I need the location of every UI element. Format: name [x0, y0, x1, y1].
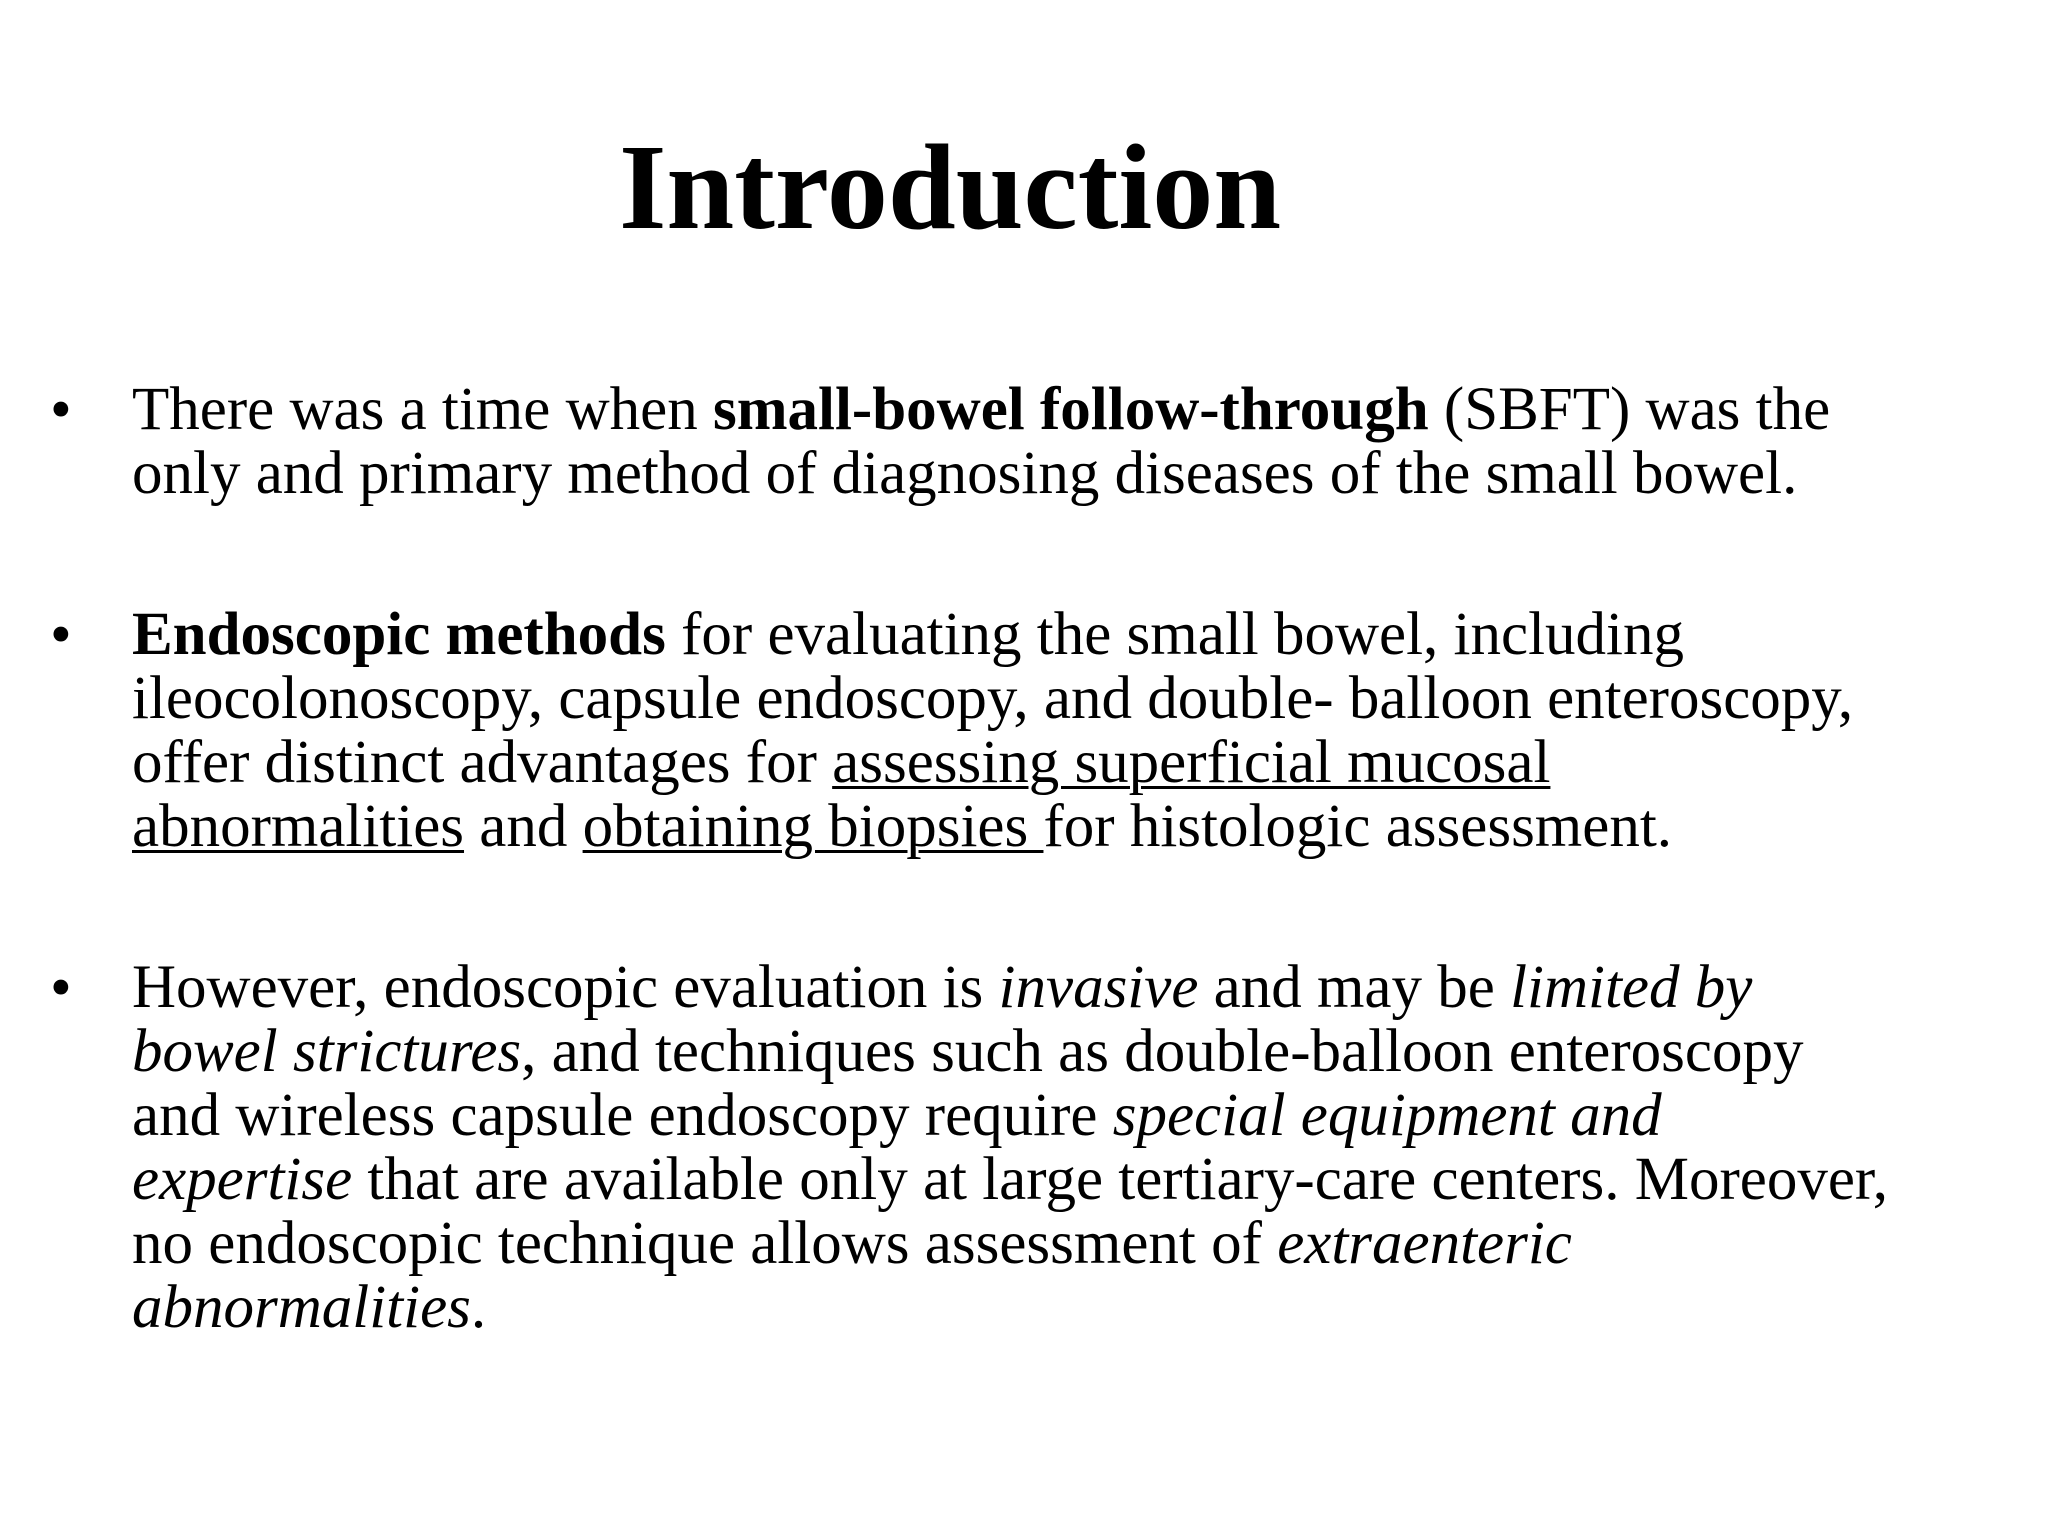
text-line — [132, 667, 2032, 731]
text-line — [132, 378, 2032, 442]
text-line — [132, 442, 2032, 506]
underlined-term: abnormalities — [132, 793, 465, 860]
text-run: offer distinct advantages for — [132, 729, 833, 796]
text-line — [132, 603, 2032, 667]
text-run: ileocolonoscopy, capsule endoscopy, and double- balloon enteroscopy, — [132, 665, 1854, 732]
bullet-text — [132, 378, 2032, 506]
bullet-marker: • — [50, 376, 72, 444]
text-run: . — [470, 1274, 487, 1341]
text-line — [132, 1212, 2032, 1276]
italic-term: extraenteric — [1277, 1210, 1572, 1277]
text-run: , and techniques such as double-balloon enteroscopy — [521, 1018, 1804, 1085]
underlined-term: obtaining biopsies — [582, 793, 1044, 860]
text-run: for evaluating the small bowel, including — [665, 601, 1684, 668]
text-run: only and primary method of diagnosing diseases of the small bowel. — [132, 440, 1798, 507]
italic-term: invasive — [998, 954, 1199, 1021]
bullet-marker: • — [50, 954, 72, 1022]
slide-title: Introduction — [618, 120, 1282, 255]
text-run: and — [464, 793, 583, 860]
italic-term: limited by — [1510, 954, 1753, 1021]
bullet-text — [132, 956, 2032, 1340]
bullet-text — [132, 603, 2032, 859]
bold-term: Endoscopic methods — [132, 601, 666, 668]
text-run: no endoscopic technique allows assessment of — [132, 1210, 1278, 1277]
text-run: and may be — [1198, 954, 1511, 1021]
text-run: There was a time when — [132, 376, 713, 443]
text-line — [132, 1276, 2032, 1340]
text-run: for histologic assessment. — [1043, 793, 1673, 860]
italic-term: abnormalities — [132, 1274, 471, 1341]
bullet-marker: • — [50, 601, 72, 669]
text-line — [132, 1148, 2032, 1212]
italic-term: special equipment and — [1112, 1082, 1662, 1149]
text-line — [132, 731, 2032, 795]
text-line — [132, 795, 2032, 859]
text-line — [132, 956, 2032, 1020]
bold-term: small-bowel follow-through — [712, 376, 1429, 443]
underlined-term: assessing superficial mucosal — [832, 729, 1551, 796]
italic-term: bowel strictures — [132, 1018, 522, 1085]
text-run: that are available only at large tertiary-care centers. Moreover, — [352, 1146, 1889, 1213]
text-line — [132, 1020, 2032, 1084]
text-run: (SBFT) was the — [1428, 376, 1831, 443]
text-line — [132, 1084, 2032, 1148]
italic-term: expertise — [132, 1146, 353, 1213]
text-run: and wireless capsule endoscopy require — [132, 1082, 1113, 1149]
text-run: However, endoscopic evaluation is — [132, 954, 999, 1021]
